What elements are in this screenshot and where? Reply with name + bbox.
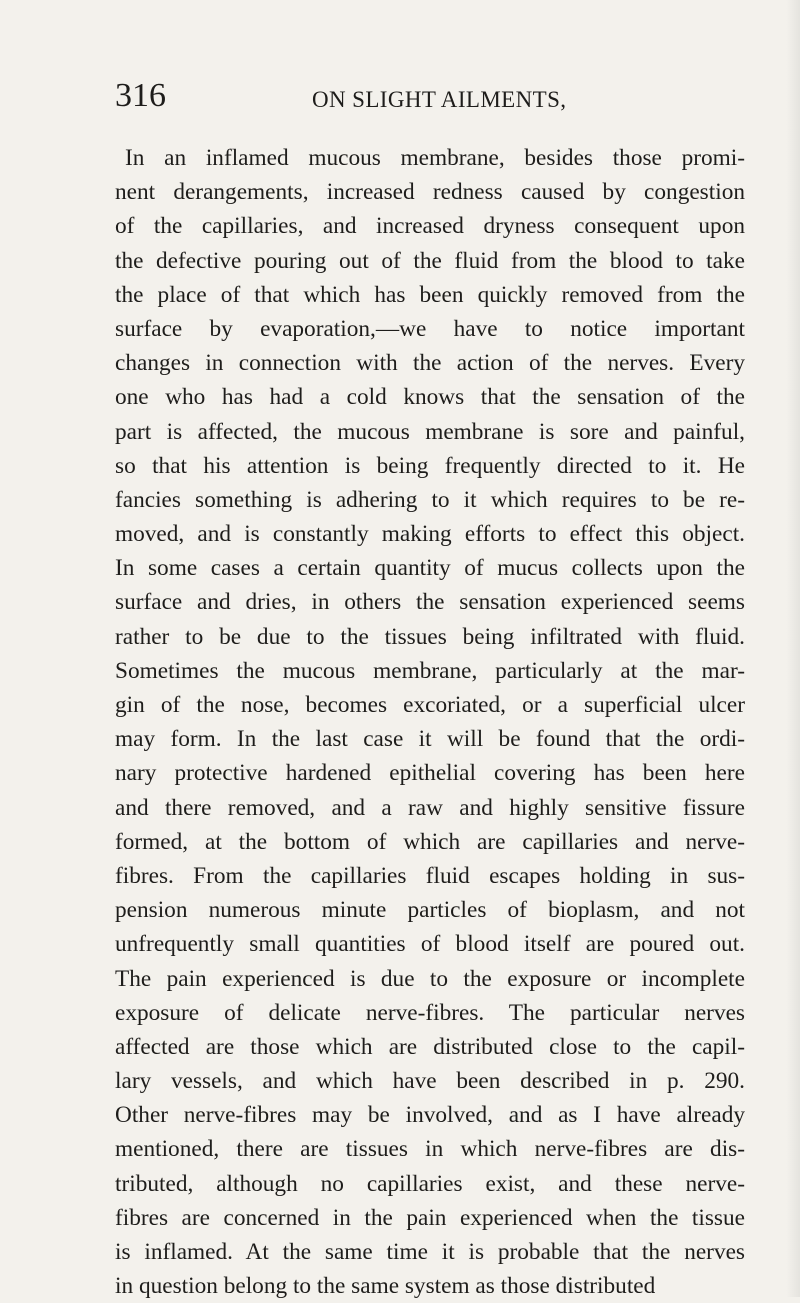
text-line: in question belong to the same system as those distributed [115,1273,656,1300]
text-line: of the capillaries, and increased dryness consequent upon [115,213,745,240]
text-line: gin of the nose, becomes excoriated, or a superficial ulcer [115,692,745,718]
text-line: surface and dries, in others the sensation experienced seems [115,589,745,616]
text-line: and there removed, and a raw and highly sensitive fissure [115,794,745,821]
running-title: ON SLIGHT AILMENTS, [312,87,567,112]
text-line: In some cases a certain quantity of mucus collects upon the [115,555,745,582]
page-edge-shadow [786,0,800,1297]
text-line: In an inflamed mucous membrane, besides those promi- [125,145,745,171]
text-line: the place of that which has been quickly removed from the [115,281,745,308]
text-line: rather to be due to the tissues being infiltrated with fluid. [115,623,745,650]
text-line: exposure of delicate nerve-fibres. The particular nerves [115,999,745,1026]
text-line: changes in connection with the action of the nerves. Every [115,350,745,377]
text-line: pension numerous minute particles of bioplasm, and not [115,897,745,924]
body-paragraph [115,141,745,1303]
text-line: surface by evaporation,—we have to notice important [115,315,745,342]
text-line: moved, and is constantly making efforts to effect this object. [115,521,745,548]
text-line: affected are those which are distributed close to the capil- [115,1033,745,1060]
text-line: fibres are concerned in the pain experienced when the tissue [115,1204,745,1231]
text-line: may form. In the last case it will be found that the ordi- [115,726,745,753]
text-line: tributed, although no capillaries exist, and these nerve- [115,1170,745,1197]
text-line: is inflamed. At the same time it is probable that the nerves [115,1239,745,1265]
text-line: The pain experienced is due to the exposure or incomplete [115,965,745,992]
text-line: the defective pouring out of the fluid from the blood to take [115,247,745,274]
text-line: Other nerve-fibres may be involved, and as I have already [115,1102,745,1129]
text-line: part is affected, the mucous membrane is sore and painful, [115,418,745,445]
text-line: nary protective hardened epithelial covering has been here [115,760,745,787]
text-line: fancies something is adhering to it which requires to be re- [115,486,745,513]
text-line: lary vessels, and which have been described in p. 290. [115,1068,745,1095]
text-line: Sometimes the mucous membrane, particularly at the mar- [115,657,745,684]
text-line: fibres. From the capillaries fluid escapes holding in sus- [115,862,745,889]
text-line: mentioned, there are tissues in which nerve-fibres are dis- [115,1136,745,1163]
text-line: so that his attention is being frequently directed to it. He [115,452,745,479]
text-line: formed, at the bottom of which are capillaries and nerve- [115,828,745,855]
text-line: nent derangements, increased redness caused by congestion [115,179,745,206]
text-line: unfrequently small quantities of blood itself are poured out. [115,931,745,958]
page-number: 316 [115,77,166,114]
text-line: one who has had a cold knows that the sensation of the [115,384,745,411]
